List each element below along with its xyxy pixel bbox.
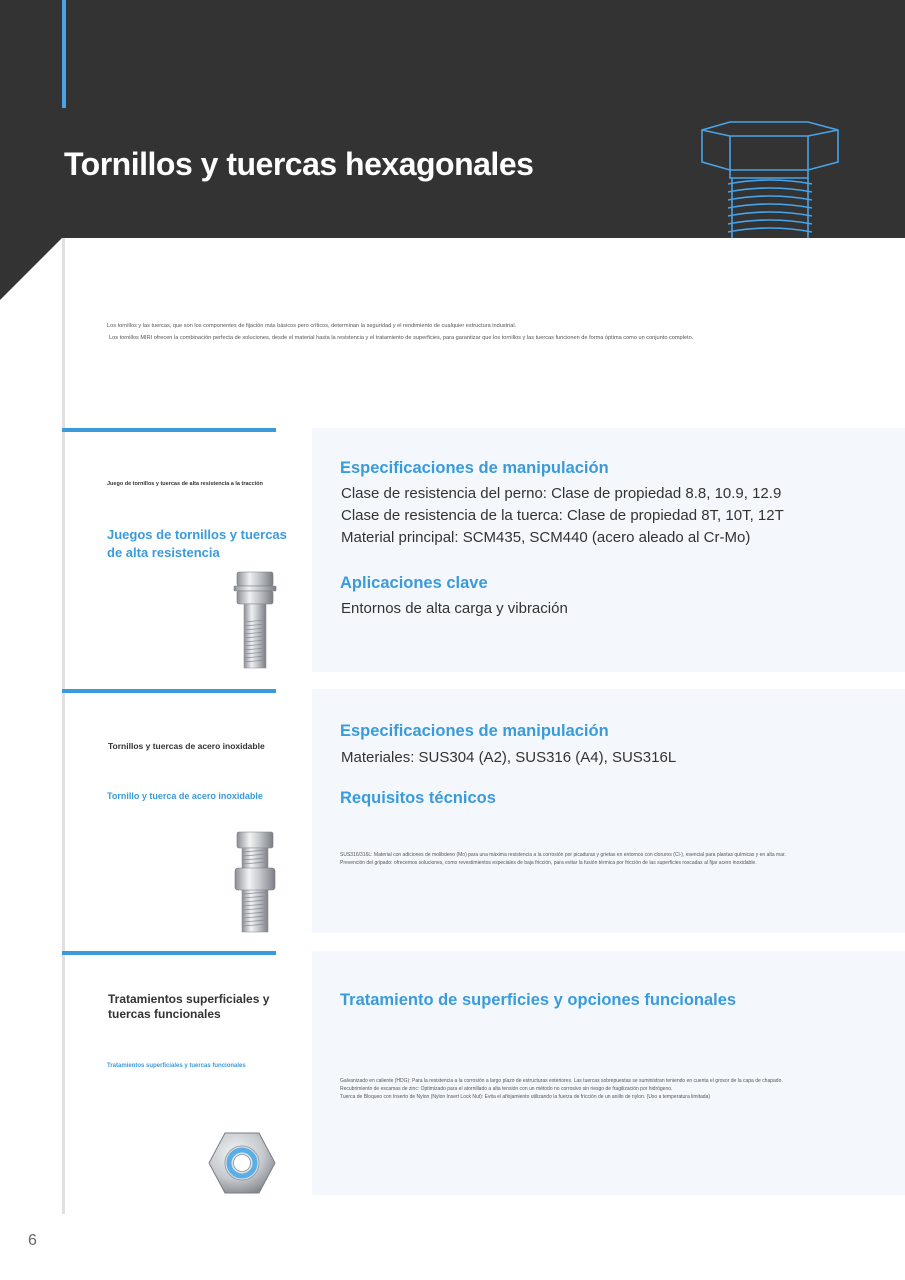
high-strength-bolt-nut-washer-image <box>232 570 278 672</box>
intro-text <box>107 320 867 344</box>
intro-line-2: Los tornillos MIRI ofrecen la combinación perfecta de soluciones, desde el material hasta la resistencia y el tratamiento de superficies, para garantizar que los tornillos y las tuercas funcionen de forma óptima como un conjunto completo. <box>109 335 694 341</box>
section-1-specs-heading: Especificaciones de manipulación <box>340 459 609 477</box>
section-1-title: Juegos de tornillos y tuercas de alta resistencia <box>107 527 287 560</box>
section-2-label: Tornillos y tuercas de acero inoxidable <box>108 741 265 751</box>
section-2-req-heading: Requisitos técnicos <box>340 789 496 807</box>
page-number: 6 <box>28 1232 37 1249</box>
section-1-apps-text: Entornos de alta carga y vibración <box>341 600 568 617</box>
section-2-specs-text: Materiales: SUS304 (A2), SUS316 (A4), SUS316L <box>341 749 677 766</box>
section-1-label: Juego de tornillos y tuercas de alta resistencia a la tracción <box>107 481 263 487</box>
spec-item: Material principal: SCM435, SCM440 (acero aleado al Cr-Mo) <box>341 529 751 546</box>
treatment-line: Recubrimiento de escamas de zinc: Optimizado para el atornillado a alta tensión con un método no corrosivo sin riesgo de fragilización por hidrógeno. <box>340 1086 673 1092</box>
section-2-specs-heading: Especificaciones de manipulación <box>340 722 609 740</box>
accent-bar <box>62 0 66 108</box>
section-2-title: Tornillo y tuerca de acero inoxidable <box>107 791 263 801</box>
section-1-apps-heading: Aplicaciones clave <box>340 574 488 592</box>
left-rule <box>62 238 65 1214</box>
section-rule-1 <box>62 428 276 432</box>
corner-fold <box>0 238 62 300</box>
spec-item: Clase de resistencia del perno: Clase de propiedad 8.8, 10.9, 12.9 <box>341 485 782 502</box>
treatment-line: Tuerca de Bloqueo con Inserto de Nylon (Nylon Insert Lock Nut): Evita el aflojamiento utilizando la fuerza de fricción de un anillo de nylon. (Uso a temperatura limitada) <box>340 1094 711 1100</box>
stainless-bolt-two-nuts-image <box>232 830 278 934</box>
nylon-insert-lock-nut-image <box>207 1130 277 1196</box>
req-line: Prevención del gripado: ofrecemos soluciones, como revestimientos especiales de baja fricción, para evitar la fusión térmica por fricción de las superficies roscadas al fijar acero inoxidable. <box>340 860 757 866</box>
treatment-line: Galvanizado en caliente (HDG): Para la resistencia a la corrosión a largo plazo de estructuras exteriores. Las tuercas sobrepuestas se suministran teniendo en cuenta el grosor de la capa de chapado. <box>340 1078 783 1084</box>
section-rule-2 <box>62 689 276 693</box>
section-3-text <box>340 1077 860 1101</box>
page-title: Tornillos y tuercas hexagonales <box>64 146 534 182</box>
spec-panel-3 <box>312 951 905 1195</box>
section-3-label: Tratamientos superficiales y tuercas funcionales <box>108 992 270 1021</box>
hex-bolt-outline-icon <box>690 118 850 240</box>
section-rule-3 <box>62 951 276 955</box>
section-1-specs-list <box>341 483 784 549</box>
intro-line-1: Los tornillos y las tuercas, que son los componentes de fijación más básicos pero críticos, determinan la seguridad y el rendimiento de cualquier estructura industrial. <box>107 323 517 329</box>
spec-item: Clase de resistencia de la tuerca: Clase de propiedad 8T, 10T, 12T <box>341 507 784 524</box>
req-line: SUS316/316L: Material con adiciones de molibdeno (Mo) para una máxima resistencia a la corrosión por picaduras y grietas en entornos con cloruros (Cl-), esencial para plantas químicas y en alta mar. <box>340 852 786 858</box>
section-3-title: Tratamientos superficiales y tuercas funcionales <box>107 1063 246 1069</box>
section-3-heading: Tratamiento de superficies y opciones funcionales <box>340 991 737 1009</box>
section-2-req-text <box>340 851 860 867</box>
